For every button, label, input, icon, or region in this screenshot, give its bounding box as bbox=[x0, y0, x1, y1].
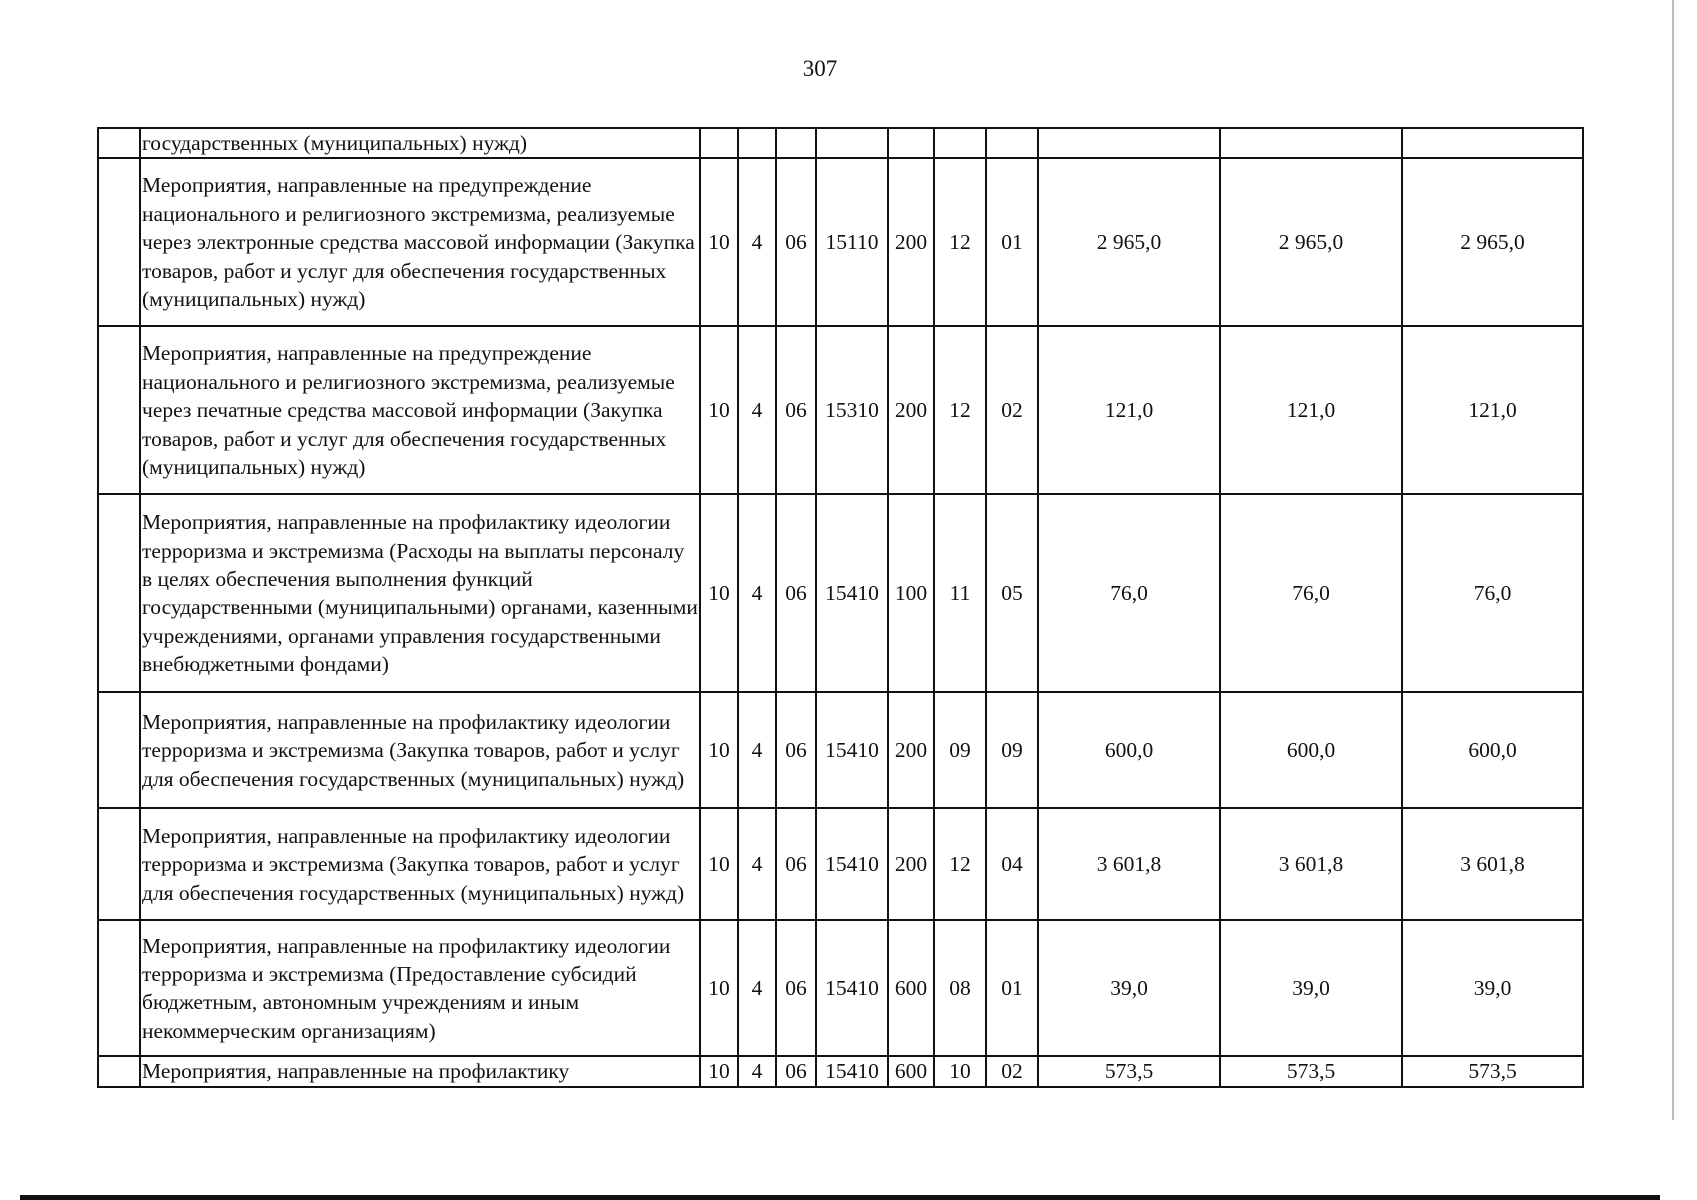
amount-cell-3: 573,5 bbox=[1402, 1056, 1583, 1086]
table-row bbox=[98, 494, 1583, 692]
code-cell-2: 4 bbox=[738, 920, 776, 1056]
code-cell-1 bbox=[700, 128, 738, 158]
description-cell: Мероприятия, направленные на профилактику bbox=[140, 1056, 700, 1086]
amount-cell-3: 121,0 bbox=[1402, 326, 1583, 494]
code-cell-1: 10 bbox=[700, 808, 738, 920]
amount-cell-1: 600,0 bbox=[1038, 692, 1220, 808]
code-cell-4 bbox=[816, 128, 888, 158]
code-cell-3: 06 bbox=[776, 808, 816, 920]
code-cell-6: 12 bbox=[934, 326, 986, 494]
page-number: 307 bbox=[802, 56, 838, 81]
code-cell-2: 4 bbox=[738, 326, 776, 494]
description-cell: Мероприятия, направленные на профилактику идеологии терроризма и экстремизма (Закупка товаров, работ и услуг для обеспечения государственных (муниципальных) нужд) bbox=[140, 692, 700, 808]
page-bottom-rule bbox=[20, 1195, 1660, 1200]
code-cell-7: 04 bbox=[986, 808, 1038, 920]
description-cell: государственных (муниципальных) нужд) bbox=[140, 128, 700, 158]
amount-cell-1 bbox=[1038, 128, 1220, 158]
table-row bbox=[98, 128, 1583, 158]
budget-table bbox=[97, 127, 1584, 1088]
row-number-cell bbox=[98, 808, 140, 920]
code-cell-4: 15110 bbox=[816, 158, 888, 326]
code-cell-7: 01 bbox=[986, 920, 1038, 1056]
code-cell-7: 05 bbox=[986, 494, 1038, 692]
code-cell-2: 4 bbox=[738, 692, 776, 808]
amount-cell-1: 39,0 bbox=[1038, 920, 1220, 1056]
code-cell-5: 100 bbox=[888, 494, 934, 692]
amount-cell-3: 39,0 bbox=[1402, 920, 1583, 1056]
amount-cell-2: 600,0 bbox=[1220, 692, 1402, 808]
amount-cell-2 bbox=[1220, 128, 1402, 158]
code-cell-3: 06 bbox=[776, 494, 816, 692]
code-cell-4: 15410 bbox=[816, 920, 888, 1056]
code-cell-5: 200 bbox=[888, 692, 934, 808]
code-cell-6: 12 bbox=[934, 158, 986, 326]
code-cell-1: 10 bbox=[700, 692, 738, 808]
description-cell: Мероприятия, направленные на предупреждение национального и религиозного экстремизма, реализуемые через электронные средства массовой информации (Закупка товаров, работ и услуг для обеспечения государственных (муниципальных) нужд) bbox=[140, 158, 700, 326]
code-cell-5: 200 bbox=[888, 158, 934, 326]
amount-cell-3: 2 965,0 bbox=[1402, 158, 1583, 326]
amount-cell-2: 39,0 bbox=[1220, 920, 1402, 1056]
amount-cell-3: 3 601,8 bbox=[1402, 808, 1583, 920]
table-row bbox=[98, 920, 1583, 1056]
code-cell-5: 600 bbox=[888, 1056, 934, 1086]
code-cell-5 bbox=[888, 128, 934, 158]
code-cell-6: 09 bbox=[934, 692, 986, 808]
code-cell-4: 15410 bbox=[816, 1056, 888, 1086]
table-row bbox=[98, 808, 1583, 920]
description-cell: Мероприятия, направленные на профилактику идеологии терроризма и экстремизма (Предоставление субсидий бюджетным, автономным учреждениям и иным некоммерческим организациям) bbox=[140, 920, 700, 1056]
code-cell-7: 09 bbox=[986, 692, 1038, 808]
amount-cell-1: 3 601,8 bbox=[1038, 808, 1220, 920]
code-cell-3: 06 bbox=[776, 326, 816, 494]
code-cell-7: 02 bbox=[986, 326, 1038, 494]
amount-cell-3 bbox=[1402, 128, 1583, 158]
code-cell-4: 15410 bbox=[816, 494, 888, 692]
row-number-cell bbox=[98, 692, 140, 808]
code-cell-6: 11 bbox=[934, 494, 986, 692]
code-cell-6: 12 bbox=[934, 808, 986, 920]
code-cell-4: 15410 bbox=[816, 808, 888, 920]
row-number-cell bbox=[98, 920, 140, 1056]
description-cell: Мероприятия, направленные на профилактику идеологии терроризма и экстремизма (Расходы на выплаты персоналу в целях обеспечения выполнения функций государственными (муниципальными) органами, казенными учреждениями, органами управления государственными внебюджетными фондами) bbox=[140, 494, 700, 692]
code-cell-2: 4 bbox=[738, 158, 776, 326]
code-cell-1: 10 bbox=[700, 326, 738, 494]
code-cell-1: 10 bbox=[700, 1056, 738, 1086]
amount-cell-1: 76,0 bbox=[1038, 494, 1220, 692]
code-cell-2: 4 bbox=[738, 1056, 776, 1086]
code-cell-3: 06 bbox=[776, 920, 816, 1056]
table-row bbox=[98, 326, 1583, 494]
row-number-cell bbox=[98, 128, 140, 158]
amount-cell-2: 121,0 bbox=[1220, 326, 1402, 494]
code-cell-3 bbox=[776, 128, 816, 158]
code-cell-2 bbox=[738, 128, 776, 158]
scan-edge-line bbox=[1672, 0, 1674, 1120]
code-cell-3: 06 bbox=[776, 692, 816, 808]
row-number-cell bbox=[98, 326, 140, 494]
code-cell-6: 08 bbox=[934, 920, 986, 1056]
amount-cell-3: 600,0 bbox=[1402, 692, 1583, 808]
code-cell-1: 10 bbox=[700, 158, 738, 326]
code-cell-6 bbox=[934, 128, 986, 158]
description-cell: Мероприятия, направленные на предупреждение национального и религиозного экстремизма, реализуемые через печатные средства массовой информации (Закупка товаров, работ и услуг для обеспечения государственных (муниципальных) нужд) bbox=[140, 326, 700, 494]
code-cell-7 bbox=[986, 128, 1038, 158]
amount-cell-3: 76,0 bbox=[1402, 494, 1583, 692]
amount-cell-1: 573,5 bbox=[1038, 1056, 1220, 1086]
code-cell-1: 10 bbox=[700, 494, 738, 692]
code-cell-5: 200 bbox=[888, 326, 934, 494]
table-row bbox=[98, 692, 1583, 808]
row-number-cell bbox=[98, 494, 140, 692]
table-row bbox=[98, 1056, 1583, 1086]
amount-cell-2: 3 601,8 bbox=[1220, 808, 1402, 920]
code-cell-7: 02 bbox=[986, 1056, 1038, 1086]
code-cell-1: 10 bbox=[700, 920, 738, 1056]
row-number-cell bbox=[98, 1056, 140, 1086]
code-cell-7: 01 bbox=[986, 158, 1038, 326]
code-cell-3: 06 bbox=[776, 158, 816, 326]
description-cell: Мероприятия, направленные на профилактику идеологии терроризма и экстремизма (Закупка товаров, работ и услуг для обеспечения государственных (муниципальных) нужд) bbox=[140, 808, 700, 920]
row-number-cell bbox=[98, 158, 140, 326]
code-cell-5: 600 bbox=[888, 920, 934, 1056]
amount-cell-1: 121,0 bbox=[1038, 326, 1220, 494]
amount-cell-2: 76,0 bbox=[1220, 494, 1402, 692]
code-cell-4: 15410 bbox=[816, 692, 888, 808]
code-cell-3: 06 bbox=[776, 1056, 816, 1086]
code-cell-5: 200 bbox=[888, 808, 934, 920]
amount-cell-2: 2 965,0 bbox=[1220, 158, 1402, 326]
code-cell-2: 4 bbox=[738, 808, 776, 920]
table-body bbox=[98, 128, 1583, 1087]
amount-cell-1: 2 965,0 bbox=[1038, 158, 1220, 326]
code-cell-2: 4 bbox=[738, 494, 776, 692]
table-row bbox=[98, 158, 1583, 326]
amount-cell-2: 573,5 bbox=[1220, 1056, 1402, 1086]
code-cell-4: 15310 bbox=[816, 326, 888, 494]
code-cell-6: 10 bbox=[934, 1056, 986, 1086]
